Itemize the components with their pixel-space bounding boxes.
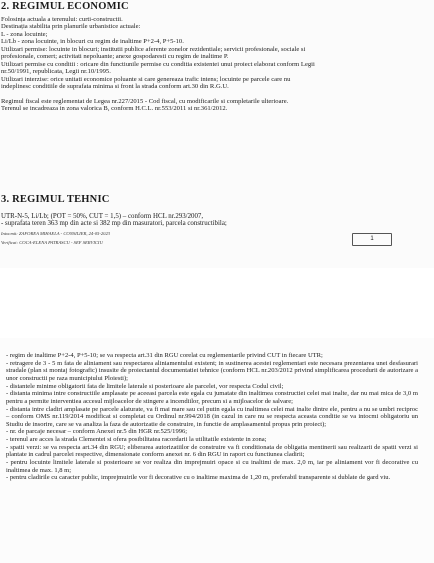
list-item: - pentru locuinte limitele laterale si posterioare se vor realiza din imprejmuiri opace si cu inaltimi de max. 2,0 m, iar pe aliniament vor fi decorative cu inaltimea de max. 1,8 m; (6, 459, 418, 474)
text-line: Utilizari interzise: orice unitati economice poluante si care genereaza trafic intens; locuinte pe parcele care nu (1, 75, 291, 83)
regim-tehnic-text (1, 213, 409, 228)
text-line: - suprafata teren 363 mp din acte si 382 mp din masuratori, parcela constructibila; (1, 220, 227, 228)
page-gap (0, 268, 434, 338)
text-line: Destinația stabilita prin planurile urbanistice actuale: (1, 23, 141, 31)
text-line: Utilizari permise: locuinte in blocuri; institutii publice aferente zonelor rezidentiale; servicii profesionale, sociale si (1, 45, 306, 53)
page-number: 1 (370, 236, 374, 242)
regim-economic-text (1, 16, 409, 112)
list-item: - distanta intre cladiri amplasate pe parcele alaturate, va fi mai mare sau cel putin egala cu inaltimea celei mai inalte dintre ele, pentru a nu se umbri reciproc – conform OMS nr.119/2014 modificat si completat cu Ordinul nr.994/2018 (in cazul in care nu se respecta aceasta conditie se va intocmi obligatoriu un Studiu de insorire, care se va analiza la faza de autorizatie de construire, in functie de amplasamentul propus prin proiect); (6, 405, 418, 428)
technical-requirements-list (6, 352, 418, 482)
text-line: Regimul fiscal este reglementat de Legea nr.227/2015 - Cod fiscal, cu modificarile si completarile ulterioare. (1, 97, 289, 105)
section-title-regim-tehnic: 3. REGIMUL TEHNIC (1, 194, 110, 205)
page-number-box (352, 233, 392, 246)
list-item: - distantele minime obligatorii fata de limitele laterale si posterioare ale parcelei, vor respecta Codul civil; (6, 382, 284, 390)
text-line: Utilizari permise cu conditii : oricare din functiunile permise cu conditia existentei unui proiect elaborat conform Legii (1, 60, 315, 68)
list-item: - pentru cladirile cu caracter public, imprejmuirile vor fi decorative cu o inaltime maxima de 1,20 m, preferabil transparente si dublate de gard viu. (6, 474, 391, 482)
text-line: nr.50/1991, republicata, Legii nr.10/1995. (1, 68, 111, 76)
text-line: Folosința actuala a terenului: curti-constructii. (1, 16, 123, 23)
text-line: profesionale, comert; activitati nepoluante; anexe gospodaresti cu regim de inaltime P. (1, 53, 229, 61)
text-line: Terenul se incadreaza in zona valorica B, conform H.C.L. nr.553/2011 si nr.361/2012. (1, 104, 228, 112)
list-item: - terenul are acces la strada Clementei si ofera posibilitatea racordarii la utilitatile existente in zona; (6, 436, 267, 444)
text-line: L - zona locuinte; (1, 30, 48, 38)
text-line: Li/Lb - zona locuinte, in blocuri cu regim de inaltime P+2-4, P+5-10. (1, 38, 184, 46)
list-item: - regim de inaltime P+2-4, P+5-10; se va respecta art.31 din RGU corelat cu reglementarile privind CUT in fiecare UTR; (6, 352, 323, 359)
text-line: indeplinesc conditiile de suprafata minima si front la strada conform art.30 din R.G.U. (1, 83, 229, 91)
list-item: - spatii verzi: se va respecta art.34 din RGU; eliberarea autorizatiilor de construire va fi conditionata de obligatia mentinerii sau realizarii de spatii verzi si plantate in cadrul parcelei respective, dimensionate conform anexei nr. 6 din RGU in raport cu functiunea cladirii; (6, 443, 418, 459)
signature-verificat: Verificat: COCA-ELENA PATRASCU - SEF SERVICIU (1, 240, 103, 245)
text-line: UTR-N-5, Li/Lb; (POT = 50%, CUT = 1,5) – conform HCL nr.293/2007, (1, 213, 204, 220)
section-title-regim-economic: 2. REGIMUL ECONOMIC (1, 1, 129, 12)
list-item: - nr. de parcaje necesar – conform Anexei nr.5 din HGR nr.525/1996; (6, 428, 188, 436)
signature-intocmit: Intocmit: ZAFOREA MIHAELA - CONSILIER, 24-05-2023 (1, 231, 111, 236)
list-item: - retragere de 3 - 5 m fata de aliniament sau respectarea aliniamentului existent; in sustinerea acestei reglementari este necesara prezentarea unei desfasurari stradale (plan si montaj fotografic) insusite de proiectantul documentatiei tehnice (conform HCL nr.203/2012 privind simplificarea procedurii de autorizare a unor constructii pe raza municipiului Ploiesti); (6, 359, 418, 382)
list-item: - distanta minima intre constructiile amplasate pe aceeasi parcela este egala cu jumatate din inaltimea constructiei celei mai inalte, dar nu mai mica de 3,0 m pentru a permite interventiea accesul mijloacelor de stingere a incendiilor, precum si a mijloacelor de salvare; (6, 390, 418, 405)
